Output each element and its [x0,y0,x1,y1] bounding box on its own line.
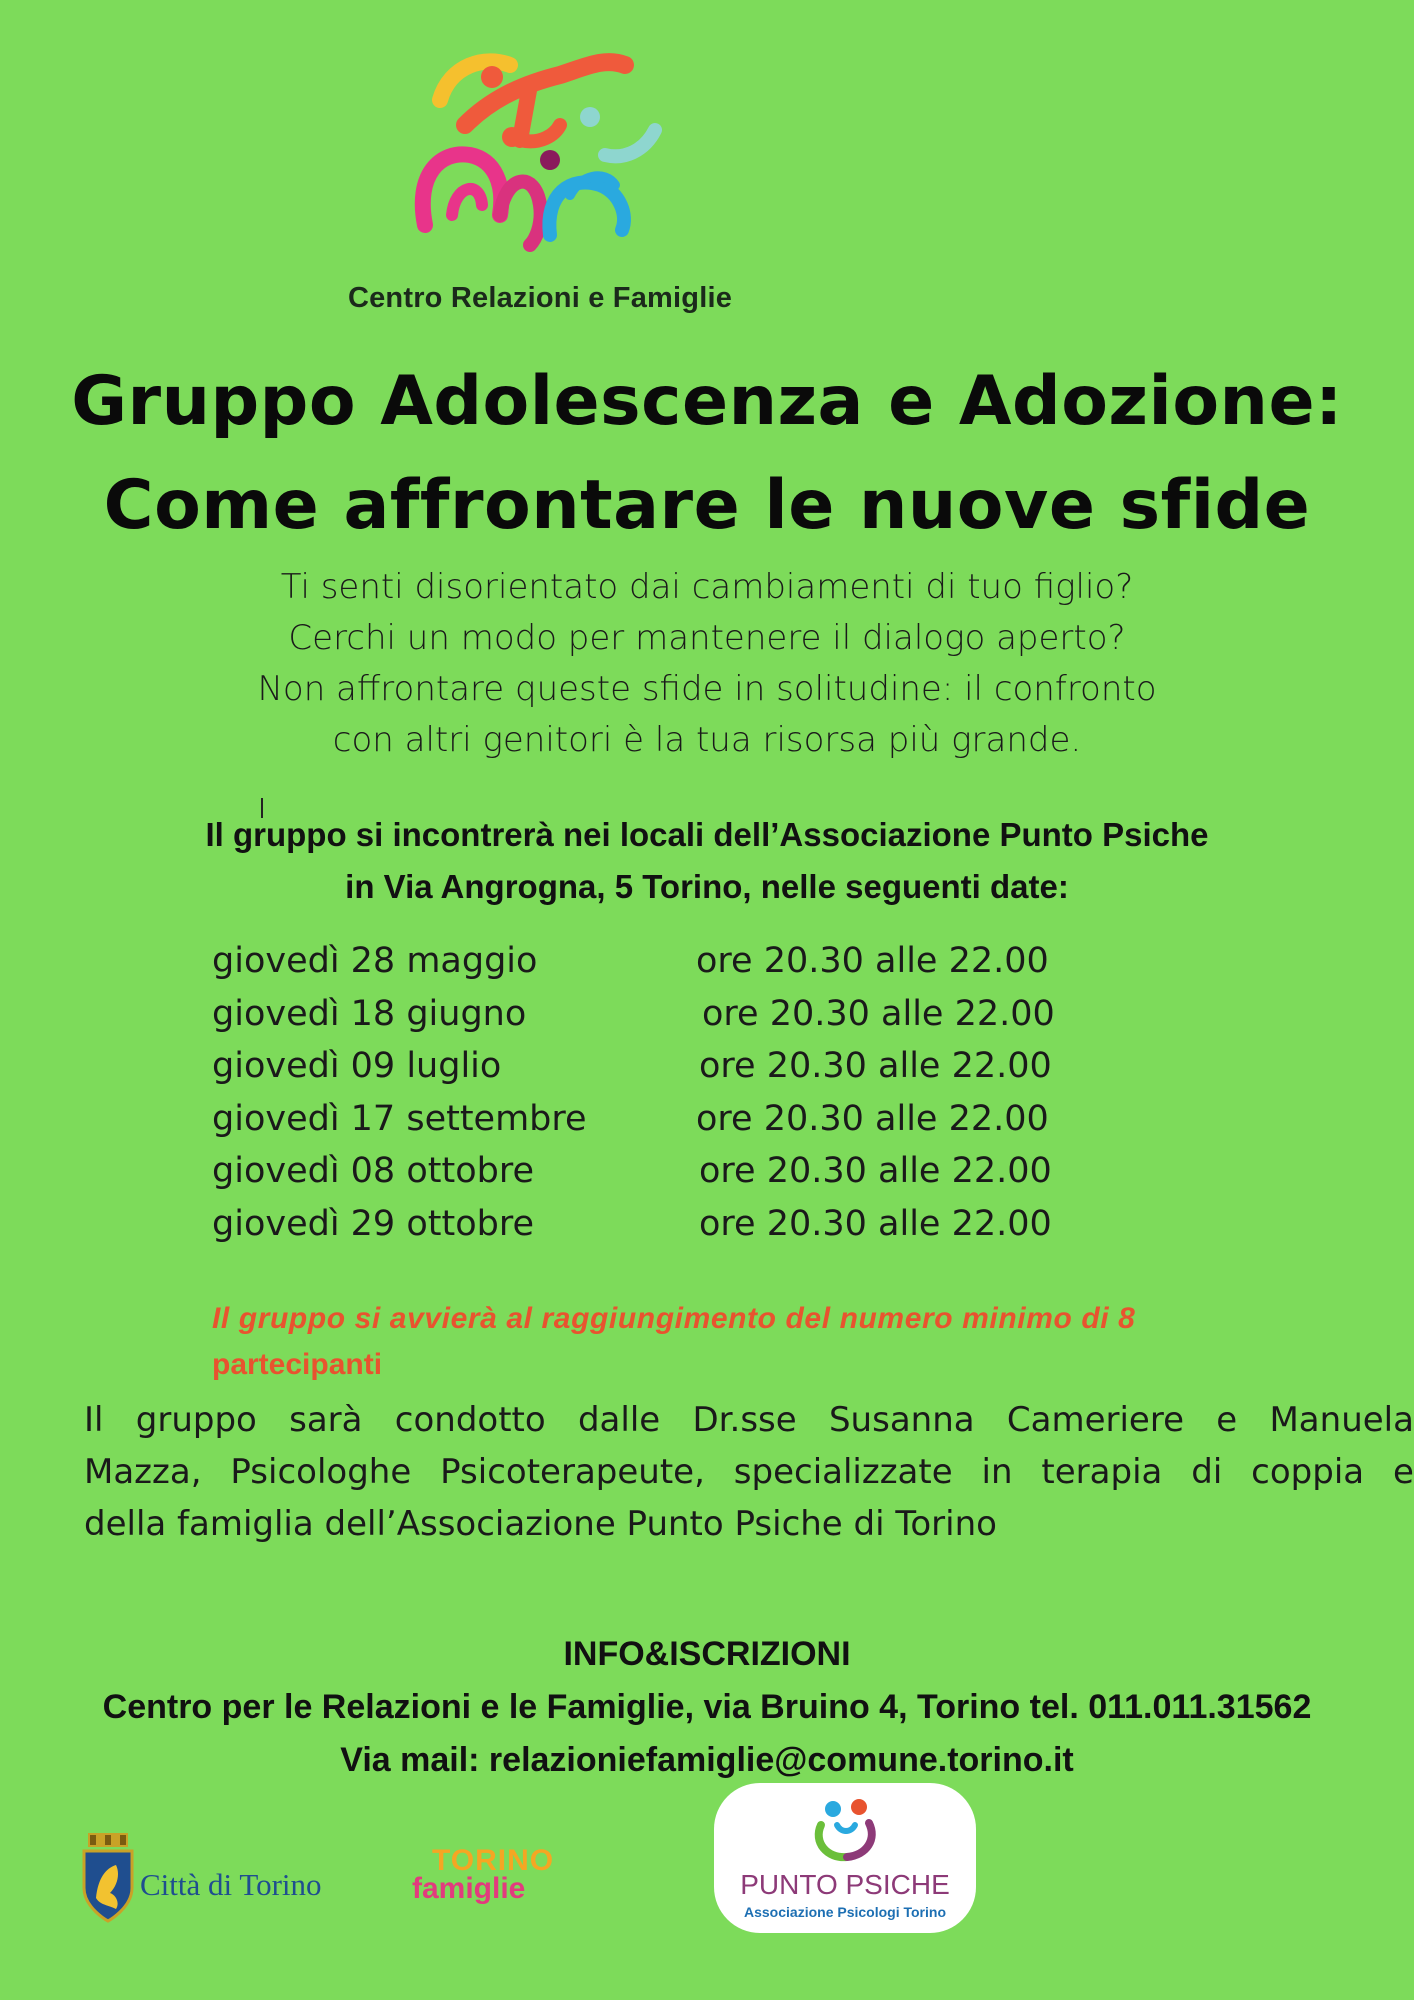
date-label: giovedì 08 ottobre [212,1151,534,1191]
word: Psicologhe [230,1452,412,1492]
info-heading: INFO&ISCRIZIONI [563,1635,851,1673]
intro-line: Cerchi un modo per mantenere il dialogo aperto? [288,618,1126,658]
conductors-paragraph [84,1394,1414,1550]
word: Susanna [828,1400,975,1440]
word: in [981,1452,1013,1492]
date-row [212,1151,1112,1204]
date-row [212,994,1112,1047]
punto-psiche-name: PUNTO PSICHE [740,1869,950,1900]
location-text [0,809,1414,913]
punto-psiche-subtitle: Associazione Psicologi Torino [744,1904,946,1920]
centro-relazioni-famiglie-logo-icon [410,45,670,260]
word: sarà [289,1400,363,1440]
info-section [0,1628,1414,1787]
word: e [1393,1452,1414,1492]
page-title-line1: Gruppo Adolescenza e Adozione: [71,362,1343,441]
date-row [212,1046,1112,1099]
date-label: giovedì 09 luglio [212,1046,502,1086]
intro-line: Ti senti disorientato dai cambiamenti di tuo figlio? [280,567,1134,607]
page-title-line2: Come affrontare le nuove sfide [103,466,1311,545]
intro-line: con altri genitori è la tua risorsa più grande. [332,720,1082,760]
intro-text [0,562,1414,766]
torino-coat-of-arms-icon [80,1833,136,1925]
note-line1: Il gruppo si avvierà al raggiungimento del numero minimo di 8 [212,1302,1136,1335]
word: dalle [577,1400,661,1440]
info-address: Centro per le Relazioni e le Famiglie, via Bruino 4, Torino tel. 011.011.31562 [102,1688,1312,1726]
location-line: in Via Angrogna, 5 Torino, nelle seguenti date: [345,868,1069,905]
location-line: Il gruppo si incontrerà nei locali dell’Associazione Punto Psiche [205,816,1209,853]
word: coppia [1251,1452,1365,1492]
torino-famiglie-line2: famiglie [412,1872,526,1905]
dates-list [212,941,1112,1256]
word: Mazza, [84,1452,202,1492]
time-label: ore 20.30 alle 22.00 [699,1203,1052,1244]
word: di [1191,1452,1223,1492]
word: e [1216,1400,1238,1440]
note-line2: partecipanti [212,1348,383,1381]
time-label: ore 20.30 alle 22.00 [696,941,1049,981]
date-label: giovedì 29 ottobre [212,1203,534,1244]
date-row [212,1099,1112,1152]
word: Cameriere [1006,1400,1184,1440]
time-label: ore 20.30 alle 22.00 [699,1151,1052,1191]
time-label: ore 20.30 alle 22.00 [696,1098,1049,1139]
citta-label: Città di Torino [140,1867,322,1902]
intro-line: Non affrontare queste sfide in solitudine: il confronto [257,669,1157,709]
org-name: Centro Relazioni e Famiglie [347,282,733,314]
date-row [212,1204,1112,1257]
word: Il [84,1400,104,1440]
date-label: giovedì 28 maggio [212,941,538,981]
word: gruppo [135,1400,257,1440]
citta-di-torino-logo [80,1833,380,1925]
conductors-line1 [84,1394,1414,1446]
word: Psicoterapeute, [440,1452,705,1492]
minimum-participants-note [212,1296,1262,1388]
info-email[interactable]: Via mail: relazioniefamiglie@comune.torino.it [340,1741,1074,1779]
word: Dr.sse [692,1400,797,1440]
punto-psiche-logo-icon [807,1797,883,1865]
date-label: giovedì 17 settembre [212,1098,587,1139]
word: terapia [1041,1452,1163,1492]
torino-famiglie-logo [412,1844,562,1924]
punto-psiche-logo [714,1783,976,1933]
date-row [212,941,1112,994]
word: Manuela [1269,1400,1414,1440]
word: condotto [394,1400,546,1440]
date-label: giovedì 18 giugno [212,993,527,1034]
conductors-line3: della famiglia dell’Associazione Punto Psiche di Torino [84,1504,997,1544]
time-label: ore 20.30 alle 22.00 [699,1046,1052,1086]
torino-famiglie-line1: TORINO [432,1844,555,1877]
word: specializzate [733,1452,953,1492]
time-label: ore 20.30 alle 22.00 [702,993,1055,1034]
conductors-line2 [84,1446,1414,1498]
